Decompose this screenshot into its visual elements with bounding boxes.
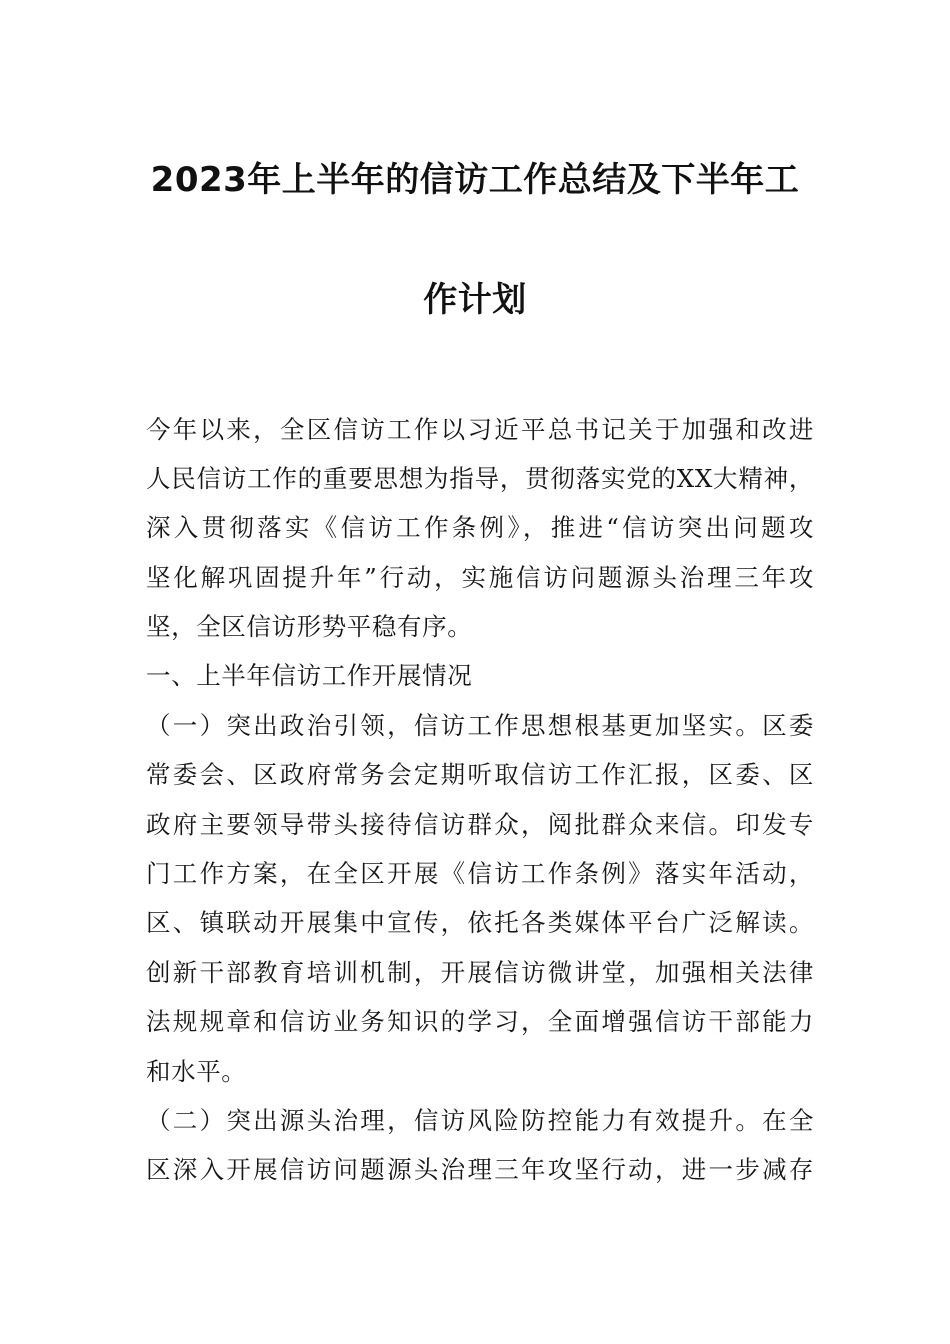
paragraph-line: 常委会、区政府常务会定期听取信访工作汇报，区委、区 <box>146 760 814 789</box>
paragraph-line: 坚，全区信访形势平稳有序。 <box>146 612 473 641</box>
section-heading: 一、上半年信访工作开展情况 <box>146 661 473 690</box>
paragraph-line: 深入贯彻落实《信访工作条例》，推进“信访突出问题攻 <box>146 513 814 542</box>
paragraph-line: 政府主要领导带头接待信访群众，阅批群众来信。印发专 <box>146 810 814 839</box>
paragraph-line: 人民信访工作的重要思想为指导，贯彻落实党的XX大精神， <box>146 464 814 493</box>
paragraph-line: 法规规章和信访业务知识的学习，全面增强信访干部能力 <box>146 1007 814 1036</box>
paragraph-line: 创新干部教育培训机制，开展信访微讲堂，加强相关法律 <box>146 958 814 987</box>
paragraph-line: 坚化解巩固提升年”行动，实施信访问题源头治理三年攻 <box>146 563 814 592</box>
document-title-line-2: 作计划 <box>423 280 527 320</box>
paragraph-line: （二）突出源头治理，信访风险防控能力有效提升。在全 <box>146 1106 814 1135</box>
paragraph-line: 门工作方案，在全区开展《信访工作条例》落实年活动， <box>146 859 814 888</box>
paragraph-line: 今年以来，全区信访工作以习近平总书记关于加强和改进 <box>146 415 814 444</box>
paragraph-line: 区、镇联动开展集中宣传，依托各类媒体平台广泛解读。 <box>146 908 814 937</box>
document-title-line-1: 2023年上半年的信访工作总结及下半年工 <box>150 160 800 200</box>
paragraph-line: 区深入开展信访问题源头治理三年攻坚行动，进一步减存 <box>146 1155 814 1184</box>
paragraph-line: （一）突出政治引领，信访工作思想根基更加坚实。区委 <box>146 711 814 740</box>
paragraph-line: 和水平。 <box>146 1057 247 1086</box>
